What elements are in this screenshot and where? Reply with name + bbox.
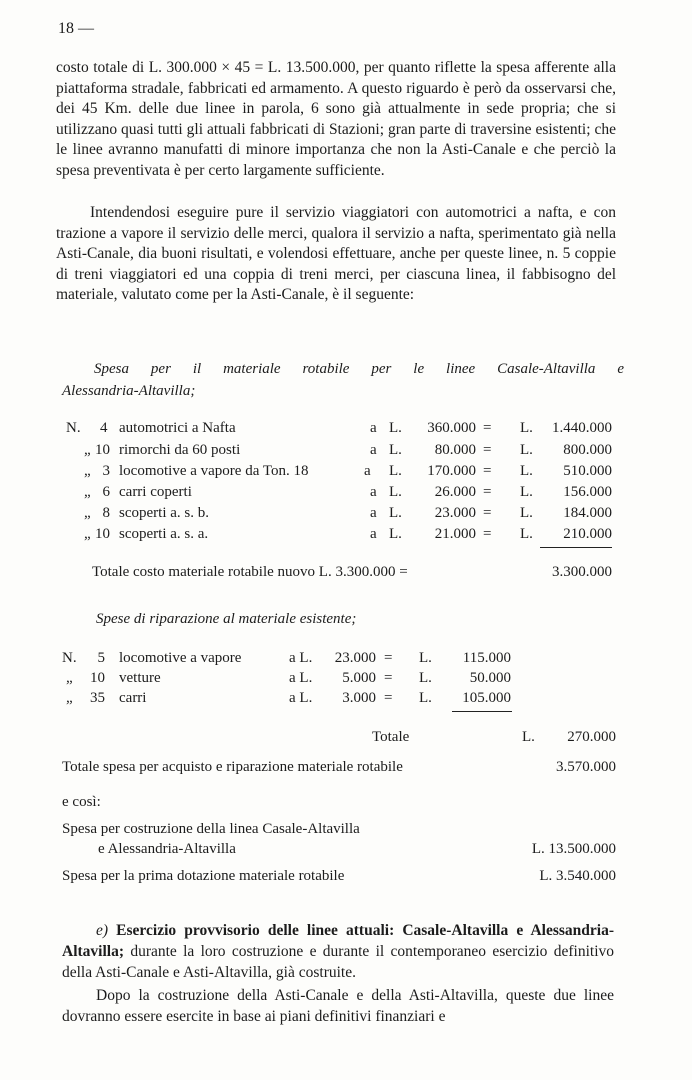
- rolling-row-total: 184.000: [563, 505, 612, 521]
- grand-total-label: Totale spesa per acquisto e riparazione materiale rotabile: [62, 759, 403, 775]
- rolling-row-tot-cur: L.: [520, 484, 533, 500]
- rolling-row-tot-cur: L.: [520, 463, 533, 479]
- summary-line2: Spesa per la prima dotazione materiale rotabile: [62, 868, 345, 884]
- rolling-total-rule: [540, 547, 612, 548]
- rolling-row-eq: =: [483, 484, 492, 500]
- repair-row-unit-price: 5.000: [342, 670, 376, 686]
- grand-total-value: 3.570.000: [556, 759, 616, 775]
- rolling-row-qty: 4: [100, 420, 108, 436]
- section-e-text: durante la loro costruzione e durante il contemporaneo esercizio definitivo della Asti-Canale e Asti-Altavilla, già costruite.: [62, 943, 614, 981]
- rolling-row-unit-cur: L.: [389, 484, 402, 500]
- rolling-row-total: 510.000: [563, 463, 612, 479]
- repair-row-eq: =: [384, 670, 393, 686]
- rolling-row-desc: locomotive a vapore da Ton. 18: [119, 463, 309, 479]
- rolling-row-total: 1.440.000: [552, 420, 612, 436]
- repair-subtotal-rule: [452, 711, 512, 712]
- section-e-letter: e): [96, 922, 109, 939]
- rolling-stock-title-line2: Alessandria-Altavilla;: [62, 383, 196, 399]
- rolling-row-unit-price: 80.000: [434, 442, 476, 458]
- repair-row-qty: 35: [90, 690, 105, 706]
- repair-row-qty: 5: [97, 650, 105, 666]
- rolling-row-at: a: [370, 484, 377, 500]
- rolling-row-tot-cur: L.: [520, 420, 533, 436]
- repair-row-desc: locomotive a vapore: [119, 650, 242, 666]
- section-e-paragraph: [62, 920, 614, 983]
- rolling-row-at: a: [364, 463, 371, 479]
- repair-row-at: a L.: [289, 670, 313, 686]
- rolling-row-tot-cur: L.: [520, 526, 533, 542]
- rolling-row-total: 156.000: [563, 484, 612, 500]
- rolling-row-eq: =: [483, 442, 492, 458]
- rolling-row-desc: scoperti a. s. b.: [119, 505, 209, 521]
- repair-row-tot-cur: L.: [419, 650, 432, 666]
- summary-line1-value: L. 13.500.000: [531, 841, 616, 857]
- rolling-row-qty: 3: [102, 463, 110, 479]
- rolling-row-at: a: [370, 526, 377, 542]
- rolling-row-prefix: „: [84, 484, 91, 500]
- repair-row-tot-cur: L.: [419, 670, 432, 686]
- rolling-row-qty: 8: [102, 505, 110, 521]
- rolling-total-value: 3.300.000: [552, 564, 612, 580]
- rolling-row-desc: carri coperti: [119, 484, 192, 500]
- rolling-row-prefix: „: [84, 526, 91, 542]
- summary-line1-a: Spesa per costruzione della linea Casale-Altavilla: [62, 821, 360, 837]
- rolling-row-unit-price: 23.000: [434, 505, 476, 521]
- repair-row-desc: vetture: [119, 670, 161, 686]
- section-e-followup: [62, 985, 614, 1027]
- rolling-row-tot-cur: L.: [520, 505, 533, 521]
- repair-row-tot-cur: L.: [419, 690, 432, 706]
- rolling-row-prefix: N.: [66, 420, 81, 436]
- rolling-row-unit-cur: L.: [389, 442, 402, 458]
- section-e-followup-text: Dopo la costruzione della Asti-Canale e della Asti-Altavilla, queste due linee dovranno essere esercite in base ai piani definitivi finanziari e: [62, 987, 614, 1025]
- section-e-heading: Esercizio provvisorio delle linee attuali: Casale-Altavilla e Alessandria-Altavilla;: [62, 922, 614, 960]
- paragraph-1: costo totale di L. 300.000 × 45 = L. 13.500.000, per quanto riflette la spesa afferente alla piattaforma stradale, fabbricati ed armamento. A questo riguardo è però da osservarsi che, dei 45 Km. delle due linee in parola, 6 sono già attualmente in sede propria; che si utilizzano quasi tutti gli attuali fabbricati di Stazioni; gran parte di traversine esistenti; che le linee avranno manufatti di minore importanza che non la Asti-Canale e che perciò la spesa preventivata è per certo largamente sufficiente.: [56, 59, 616, 179]
- rolling-row-total: 800.000: [563, 442, 612, 458]
- rolling-row-unit-cur: L.: [389, 420, 402, 436]
- repair-subtotal-value: 270.000: [567, 729, 616, 745]
- summary-line2-value: L. 3.540.000: [539, 868, 616, 884]
- repair-row-prefix: „: [66, 670, 73, 686]
- rolling-row-prefix: „: [84, 442, 91, 458]
- rolling-row-desc: scoperti a. s. a.: [119, 526, 209, 542]
- repair-subtotal-label: Totale: [372, 729, 410, 745]
- repair-row-unit-price: 3.000: [342, 690, 376, 706]
- rolling-row-at: a: [370, 442, 377, 458]
- summary-intro: e così:: [62, 794, 101, 810]
- rolling-row-prefix: „: [84, 463, 91, 479]
- repair-row-at: a L.: [289, 690, 313, 706]
- rolling-row-desc: automotrici a Nafta: [119, 420, 236, 436]
- repair-row-at: a L.: [289, 650, 313, 666]
- paragraph-2-text: Intendendosi eseguire pure il servizio viaggiatori con automotrici a nafta, e con trazione a vapore il servizio delle merci, qualora il servizio a nafta, sperimentato già nella Asti-Canale, dia buoni risultati, e volendosi effettuare, anche per queste linee, n. 5 coppie di treni viaggiatori ed una coppia di treni merci, per ciascuna linea, il fabbisogno del materiale, valutato come per la Asti-Canale, è il seguente:: [56, 204, 616, 304]
- rolling-row-at: a: [370, 420, 377, 436]
- repair-row-eq: =: [384, 690, 393, 706]
- rolling-row-eq: =: [483, 505, 492, 521]
- summary-line1-b: e Alessandria-Altavilla: [98, 841, 236, 857]
- rolling-row-eq: =: [483, 463, 492, 479]
- rolling-row-unit-cur: L.: [389, 526, 402, 542]
- repair-row-desc: carri: [119, 690, 147, 706]
- repair-row-total: 115.000: [462, 650, 511, 666]
- rolling-row-unit-price: 26.000: [434, 484, 476, 500]
- rolling-row-tot-cur: L.: [520, 442, 533, 458]
- repair-row-eq: =: [384, 650, 393, 666]
- rolling-row-eq: =: [483, 420, 492, 436]
- repair-row-unit-price: 23.000: [334, 650, 376, 666]
- rolling-row-desc: rimorchi da 60 posti: [119, 442, 241, 458]
- rolling-row-at: a: [370, 505, 377, 521]
- rolling-row-qty: 6: [102, 484, 110, 500]
- paragraph-2: [56, 203, 616, 306]
- repair-row-total: 105.000: [462, 690, 511, 706]
- repair-row-prefix: N.: [62, 650, 77, 666]
- page-number: 18 —: [58, 20, 94, 37]
- rolling-row-qty: 10: [95, 442, 110, 458]
- repair-row-prefix: „: [66, 690, 73, 706]
- repair-subtotal-cur: L.: [522, 729, 535, 745]
- rolling-row-eq: =: [483, 526, 492, 542]
- rolling-row-unit-price: 170.000: [427, 463, 476, 479]
- rolling-row-qty: 10: [95, 526, 110, 542]
- rolling-total-label: Totale costo materiale rotabile nuovo L. 3.300.000 =: [92, 564, 408, 580]
- repair-title: Spese di riparazione al materiale esistente;: [96, 611, 357, 627]
- rolling-row-unit-price: 21.000: [434, 526, 476, 542]
- repair-row-total: 50.000: [469, 670, 511, 686]
- rolling-stock-title: [94, 358, 624, 380]
- repair-row-qty: 10: [90, 670, 105, 686]
- rolling-row-prefix: „: [84, 505, 91, 521]
- rolling-row-unit-price: 360.000: [427, 420, 476, 436]
- rolling-stock-title-line1: Spesa per il materiale rotabile per le linee Casale-Altavilla e: [94, 361, 624, 377]
- rolling-row-total: 210.000: [563, 526, 612, 542]
- rolling-row-unit-cur: L.: [389, 463, 402, 479]
- rolling-row-unit-cur: L.: [389, 505, 402, 521]
